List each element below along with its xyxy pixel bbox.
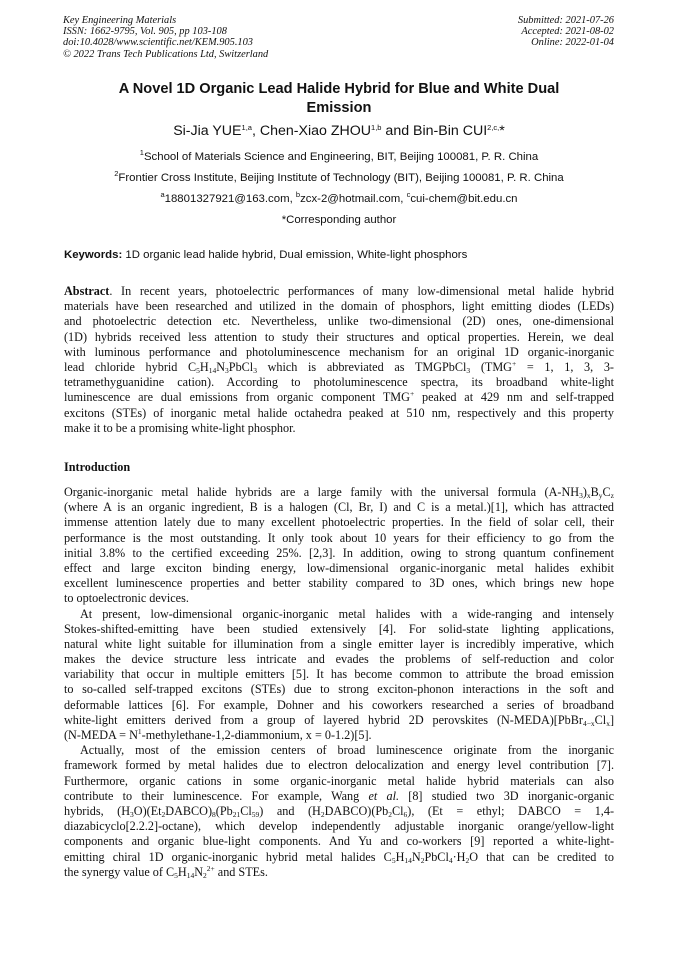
journal-name: Key Engineering Materials [63, 15, 177, 26]
online-date: Online: 2022-01-04 [531, 37, 614, 49]
dates-info [518, 15, 614, 49]
email-list: $^a$18801327921@163.com, $^b$zcx-2@hotmail.com, $^c$cui-chem@bit.edu.cn [160, 190, 518, 205]
affiliation-2: $^2$Frontier Cross Institute, Beijing Institute of Technology (BIT), Beijing 100081, P. R. China [114, 169, 564, 184]
email-link[interactable]: zcx-2@hotmail.com, [300, 193, 407, 205]
abstract-label: Abstract [64, 284, 110, 298]
affiliation-1: $^1$School of Materials Science and Engineering, BIT, Beijing 100081, P. R. China [139, 148, 539, 163]
section-heading-introduction: Introduction [64, 460, 131, 474]
journal-info [63, 15, 268, 60]
email-link[interactable]: cui-chem@bit.edu.cn [410, 193, 518, 205]
issn: ISSN: 1662-9795, Vol. 905, pp 103-108 [63, 26, 227, 38]
submitted-date: Submitted: 2021-07-26 [517, 15, 614, 26]
keywords-label: Keywords: [64, 249, 123, 261]
accepted-date: Accepted: 2021-08-02 [521, 26, 614, 38]
corresponding-author-note: *Corresponding author [281, 214, 397, 226]
copyright: © 2022 Trans Tech Publications Ltd, Switzerland [63, 48, 269, 60]
doi[interactable]: doi:10.4028/www.scientific.net/KEM.905.103 [63, 37, 253, 49]
corresponding-star: * [499, 123, 505, 139]
abstract: Abstract. In recent years, photoelectric performances of many low-dimensional metal halide hybrid materials have been researched and utilized in the domain of phosphors, light emitting diodes (LEDs) and photoelectric detection etc. Nevertheless, unlike two-dimensional (2D) ones, one-dimensional (1D) hybrids received less attention to study their structures and optical properties. Herein, we deal with luminous performance and photoluminescence mechanism for an original 1D organic-inorganic lead chloride hybrid $C_5H_{14}N_3PbCl_3$ which is abbreviated as TMGPbCl$_3$ (TMG+ = 1, 1, 3, 3- tetramethyguanidine cation). According to photoluminescence spectra, its broadband white-light luminescence are dual emissions from organic component TMG+ peaked at 429 nm and self-trapped excitons (STEs) of inorganic metal halide octahedra peaked at 510 nm, respectively and this property make it to be a promising white-light phosphor. [64, 284, 614, 435]
author-list: Si-Jia YUE$^{1,a}$, Chen-Xiao ZHOU$^{1,b}$ and Bin-Bin $CUI^{2,c,}*$ [173, 123, 505, 139]
introduction-body: Organic-inorganic metal halide hybrids are a large family with the universal formula $(A-NH_3)_xB_yC_z$ (where A is an organic ingredient, B is a halogen (Cl, Br, I) and C is a metal.)[1], which has attracted immense attention lately due to many excellent photoelectric properties. In the field of solar cell, their performance is the most outstanding. It only took about 10 years for their efficiency to go from the initial 3.8% to the certified exceeding 25%. [2,3]. In addition, owing to strong quantum confinement effect and large exciton binding energy, low-dimensional organic-inorganic metal halides exhibit excellent luminescence properties and better stability compared to 3D ones, which brings new hope to optoelectronic devices. At present, low-dimensional organic-inorganic metal halides with a wide-ranging and intensely Stokes-shifted-emitting have been studied extensively [4]. For solid-state lighting applications, natural white light suitable for illumination from a single emitter layer is incredibly imperative, which makes the device structure less intricate and evades the problems of self-reduction and color variability that occur in multiple emitters [5]. It has become common to attribute the broad emission to so-called self-trapped excitons (STEs) due to strong exciton-phonon interactions in the soft and deformable lattices [6]. For example, Dohner and his coworkers researched a series of broadband white-light emitters derived from a group of layered hybrid 2D perovskites $(N-MEDA)[PbBr_{4-x}Cl_x]$ (N-MEDA = $N^1-methylethane-1,2$-diammonium, x = 0-1.2)[5]. Actually, most of the emission centers of broad luminescence originate from the inorganic framework formed by metal halides due to electron delocalization and energy level contribution [7]. Furthermore, organic cations in some organic-inorganic metal halide hybrid materials can also contribute to their luminescence. For example, Wang et al. [8] studied two 3D inorganic-organic hybrids, $(H_3O)(Et_2DABCO)_8(Pb_{21}Cl_{59})$ and $(H_2DABCO)(Pb_2Cl_6)$, (Et = ethyl; DABCO = 1,4- diazabicyclo[2.2.2]-octane), which develop independently adjustable inorganic orange/yellow-light components and organic blue-light components. And Yu and co-workers [9] reported a white-light- emitting chiral 1D organic-inorganic hybrid metal halides $C_5H_{14}N_2PbCl_4\cdot H_2O$ that can be credited to the synergy value of $C_5H_{14}N_2^{2+}$ and STEs. [64, 485, 615, 880]
keywords-text: 1D organic lead halide hybrid, Dual emission, White-light phosphors [122, 249, 468, 261]
email-link[interactable]: 18801327921@163.com, [164, 193, 296, 205]
keywords [64, 248, 614, 262]
author-name: Si-Jia YUE [173, 123, 242, 139]
author-name: Bin-Bin CUI [413, 123, 488, 139]
author-name: Chen-Xiao ZHOU [259, 123, 372, 139]
paper-title: A Novel 1D Organic Lead Halide Hybrid for Blue and White Dual Emission [118, 81, 560, 116]
